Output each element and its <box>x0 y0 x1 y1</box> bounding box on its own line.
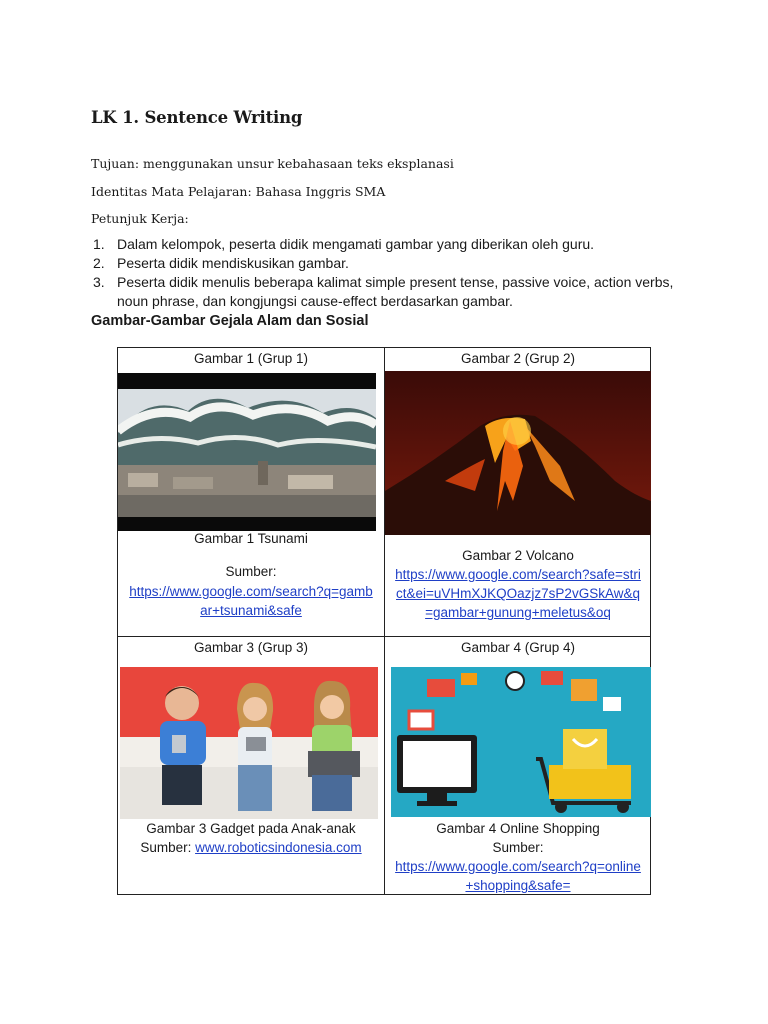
source-link-line[interactable]: https://www.google.com/search?q=gamb <box>129 584 373 599</box>
source-link[interactable] <box>385 857 651 895</box>
table-cell-3 <box>118 637 384 894</box>
cell-header: Gambar 3 (Grup 3) <box>193 640 309 655</box>
image-caption: Gambar 4 Online Shopping <box>436 821 600 836</box>
step-text: Peserta didik mendiskusikan gambar. <box>117 255 349 271</box>
list-item <box>91 273 691 311</box>
source-label: Sumber: <box>492 840 544 855</box>
list-item <box>91 235 691 254</box>
step-text: Dalam kelompok, peserta didik mengamati gambar yang diberikan oleh guru. <box>117 236 595 252</box>
tsunami-image <box>118 373 376 531</box>
image-table <box>117 347 651 895</box>
source-link[interactable] <box>118 582 384 620</box>
list-item <box>91 254 691 273</box>
worksheet-title: LK 1. Sentence Writing <box>91 108 303 127</box>
source-line <box>118 838 384 857</box>
step-number: 3. <box>93 274 105 290</box>
source-link-line[interactable]: https://www.google.com/search?q=online <box>395 859 641 874</box>
cell-header: Gambar 1 (Grup 1) <box>193 351 309 366</box>
online-shopping-image <box>391 667 651 817</box>
source-link-line[interactable]: ar+tsunami&safe <box>200 603 302 618</box>
source-label: Sumber: <box>225 564 277 579</box>
step-number: 2. <box>93 255 105 271</box>
source-link-line[interactable]: https://www.google.com/search?safe=stri <box>395 567 641 582</box>
objective-text: Tujuan: menggunakan unsur kebahasaan teks eksplanasi <box>91 156 454 171</box>
source-link-line[interactable]: +shopping&safe= <box>465 878 571 893</box>
instruction-steps <box>91 235 691 311</box>
source-link-line[interactable]: =gambar+gunung+meletus&oq <box>425 605 611 620</box>
source-label: Sumber: <box>140 840 196 855</box>
source-link[interactable]: www.roboticsindonesia.com <box>195 840 362 855</box>
instructions-heading: Petunjuk Kerja: <box>91 211 189 226</box>
table-cell-2 <box>385 348 651 636</box>
source-link-line[interactable]: ct&ei=uVHmXJKQOazjz7sP2vGSkAw&q <box>396 586 640 601</box>
children-gadget-image <box>120 667 378 819</box>
table-cell-1 <box>118 348 384 636</box>
image-caption: Gambar 1 Tsunami <box>194 531 308 546</box>
volcano-image <box>385 371 651 535</box>
source-link[interactable] <box>385 565 651 622</box>
subject-identity-text: Identitas Mata Pelajaran: Bahasa Inggris SMA <box>91 184 386 199</box>
step-number: 1. <box>93 236 105 252</box>
cell-header: Gambar 2 (Grup 2) <box>460 351 576 366</box>
step-text: Peserta didik menulis beberapa kalimat simple present tense, passive voice, action verbs, noun phrase, dan kongjungsi cause-effect berdasarkan gambar. <box>117 274 674 309</box>
cell-header: Gambar 4 (Grup 4) <box>460 640 576 655</box>
section-title: Gambar-Gambar Gejala Alam dan Sosial <box>91 313 369 329</box>
table-cell-4 <box>385 637 651 894</box>
image-caption: Gambar 3 Gadget pada Anak-anak <box>146 821 356 836</box>
image-caption: Gambar 2 Volcano <box>462 548 574 563</box>
